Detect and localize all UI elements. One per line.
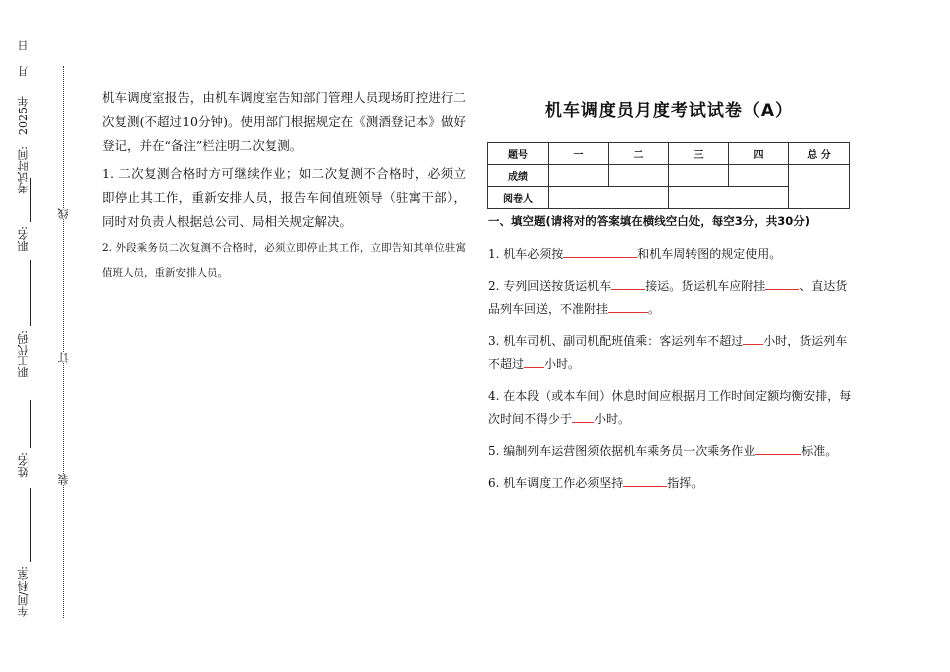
grader-cell-2[interactable] <box>669 187 789 209</box>
q3-blank-2[interactable] <box>524 353 544 368</box>
seal-mark-zhuang: 装 <box>57 474 70 485</box>
q6-text-a: 6. 机车调度工作必须坚持 <box>488 476 624 490</box>
left-paragraph-1: 机车调度室报告，由机车调度室告知部门管理人员现场盯控进行二次复测(不超过10分钟)。使用部门根据规定在《测酒登记本》做好登记，并在“备注”栏注明二次复测。 <box>102 90 466 153</box>
score-table <box>487 142 850 209</box>
total-score-cell[interactable] <box>789 165 850 209</box>
grader-row-label: 阅卷人 <box>488 187 549 209</box>
grader-cell-1[interactable] <box>549 187 669 209</box>
workshop-label: 车间/科室: <box>17 566 30 618</box>
q1-text-a: 1. 机车必须按 <box>488 247 564 261</box>
section-1-heading: 一、填空题(请将对的答案填在横线空白处，每空3分，共30分) <box>488 214 811 228</box>
exam-month: 月 <box>17 66 30 77</box>
score-row <box>488 165 850 187</box>
q2-blank-2[interactable] <box>765 275 799 290</box>
total-header: 总 分 <box>789 143 850 165</box>
exam-time-label: 考试时间: <box>17 146 30 194</box>
left-column <box>102 86 466 286</box>
score-cell-3[interactable] <box>669 165 729 187</box>
question-4 <box>488 385 852 431</box>
seal-mark-xian: 线 <box>57 208 70 219</box>
binding-sidebar <box>0 0 44 672</box>
q4-text-a: 4. 在本段（或本车间）休息时间应根据月工作时间定额均衡安排，每次时间不得少于 <box>488 389 852 426</box>
col-3-header: 三 <box>669 143 729 165</box>
score-row-label: 成绩 <box>488 165 549 187</box>
seal-mark-ding: 订 <box>57 352 70 363</box>
q3-text-a: 3. 机车司机、副司机配班值乘：客运列车不超过 <box>488 334 744 348</box>
question-2 <box>488 275 852 321</box>
question-1 <box>488 243 852 266</box>
name-blank[interactable] <box>30 400 31 448</box>
workshop-blank[interactable] <box>30 488 31 562</box>
exam-title: 机车调度员月度考试试卷（A） <box>544 101 794 121</box>
q5-text-a: 5. 编制列车运营图须依据机车乘务员一次乘务作业 <box>488 444 756 458</box>
score-cell-4[interactable] <box>729 165 789 187</box>
score-table-header-row <box>488 143 850 165</box>
q1-text-b: 和机车周转图的规定使用。 <box>637 247 782 261</box>
q2-blank-3[interactable] <box>608 298 648 313</box>
q4-text-b: 小时。 <box>594 412 631 426</box>
col-4-header: 四 <box>729 143 789 165</box>
col-1-header: 一 <box>549 143 609 165</box>
q4-blank-1[interactable] <box>572 408 594 423</box>
score-cell-2[interactable] <box>609 165 669 187</box>
staff-code-blank[interactable] <box>30 260 31 326</box>
question-number-header: 题号 <box>488 143 549 165</box>
position-label: 职名: <box>17 226 30 252</box>
q3-text-b: 小时，货运列车不超过 <box>488 334 848 371</box>
q2-blank-1[interactable] <box>611 275 645 290</box>
q3-text-c: 小时。 <box>544 357 581 371</box>
q3-blank-1[interactable] <box>743 330 763 345</box>
q1-blank-1[interactable] <box>563 243 637 258</box>
binding-line <box>63 66 64 618</box>
q2-text-a: 2. 专列回送按货运机车 <box>488 279 612 293</box>
q6-blank-1[interactable] <box>623 472 667 487</box>
q5-blank-1[interactable] <box>755 440 801 455</box>
exam-year: 2025年 <box>17 96 30 135</box>
question-5 <box>488 440 852 463</box>
q5-text-b: 标准。 <box>801 444 838 458</box>
staff-code-label: 职工代码: <box>17 330 30 378</box>
left-item-1: 1. 二次复测合格时方可继续作业；如二次复测不合格时，必须立即停止其工作，重新安排人员，报告车间值班领导（驻寓干部），同时对负责人根据总公司、局相关规定解决。 <box>102 166 466 229</box>
q2-text-b: 接运。货运机车应附挂 <box>645 279 766 293</box>
question-3 <box>488 330 852 376</box>
exam-day: 日 <box>17 40 30 51</box>
name-label: 姓名: <box>17 452 30 478</box>
left-item-2: 2. 外段乘务员二次复测不合格时，必须立即停止其工作，立即告知其单位驻寓值班人员，重新安排人员。 <box>102 242 466 279</box>
q2-text-d: 。 <box>648 302 661 316</box>
col-2-header: 二 <box>609 143 669 165</box>
question-6 <box>488 472 852 495</box>
position-blank[interactable] <box>30 178 31 222</box>
questions-column <box>488 208 852 495</box>
q2-text-c: 、直达货品列车回送，不准附挂 <box>488 279 848 316</box>
score-cell-1[interactable] <box>549 165 609 187</box>
q6-text-b: 指挥。 <box>667 476 704 490</box>
